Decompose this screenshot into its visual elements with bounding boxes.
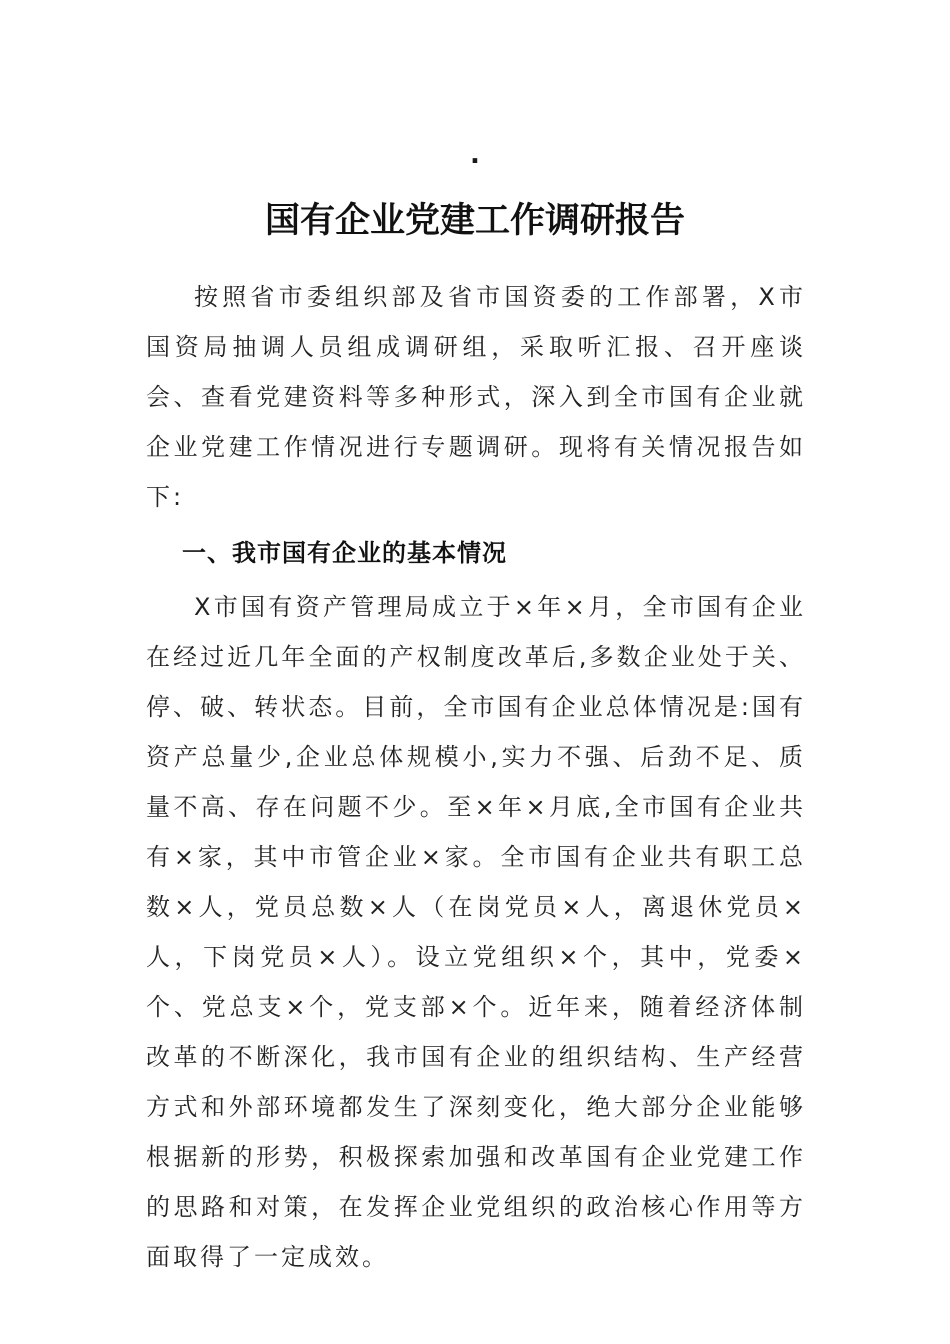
document-body	[146, 272, 806, 1282]
basic-situation-paragraph: X市国有资产管理局成立于×年×月，全市国有企业在经过近几年全面的产权制度改革后,多数企业处于关、停、破、转状态。目前，全市国有企业总体情况是:国有资产总量少,企业总体规模小,实力不强、后劲不足、质量不高、存在问题不少。至×年×月底,全市国有企业共有×家，其中市管企业×家。全市国有企业共有职工总数×人，党员总数×人（在岗党员×人，离退休党员×人，下岗党员×人）。设立党组织×个，其中，党委×个、党总支×个，党支部×个。近年来，随着经济体制改革的不断深化，我市国有企业的组织结构、生产经营方式和外部环境都发生了深刻变化，绝大部分企业能够根据新的形势，积极探索加强和改革国有企业党建工作的思路和对策，在发挥企业党组织的政治核心作用等方面取得了一定成效。	[146, 593, 806, 1271]
intro-paragraph: 按照省市委组织部及省市国资委的工作部署，X市国资局抽调人员组成调研组，采取听汇报、召开座谈会、查看党建资料等多种形式，深入到全市国有企业就企业党建工作情况进行专题调研。现将有关情况报告如下:	[146, 283, 806, 511]
document-title: 国有企业党建工作调研报告	[264, 200, 685, 241]
header-mark: .	[470, 140, 480, 170]
section-heading: 一、我市国有企业的基本情况	[182, 539, 507, 567]
